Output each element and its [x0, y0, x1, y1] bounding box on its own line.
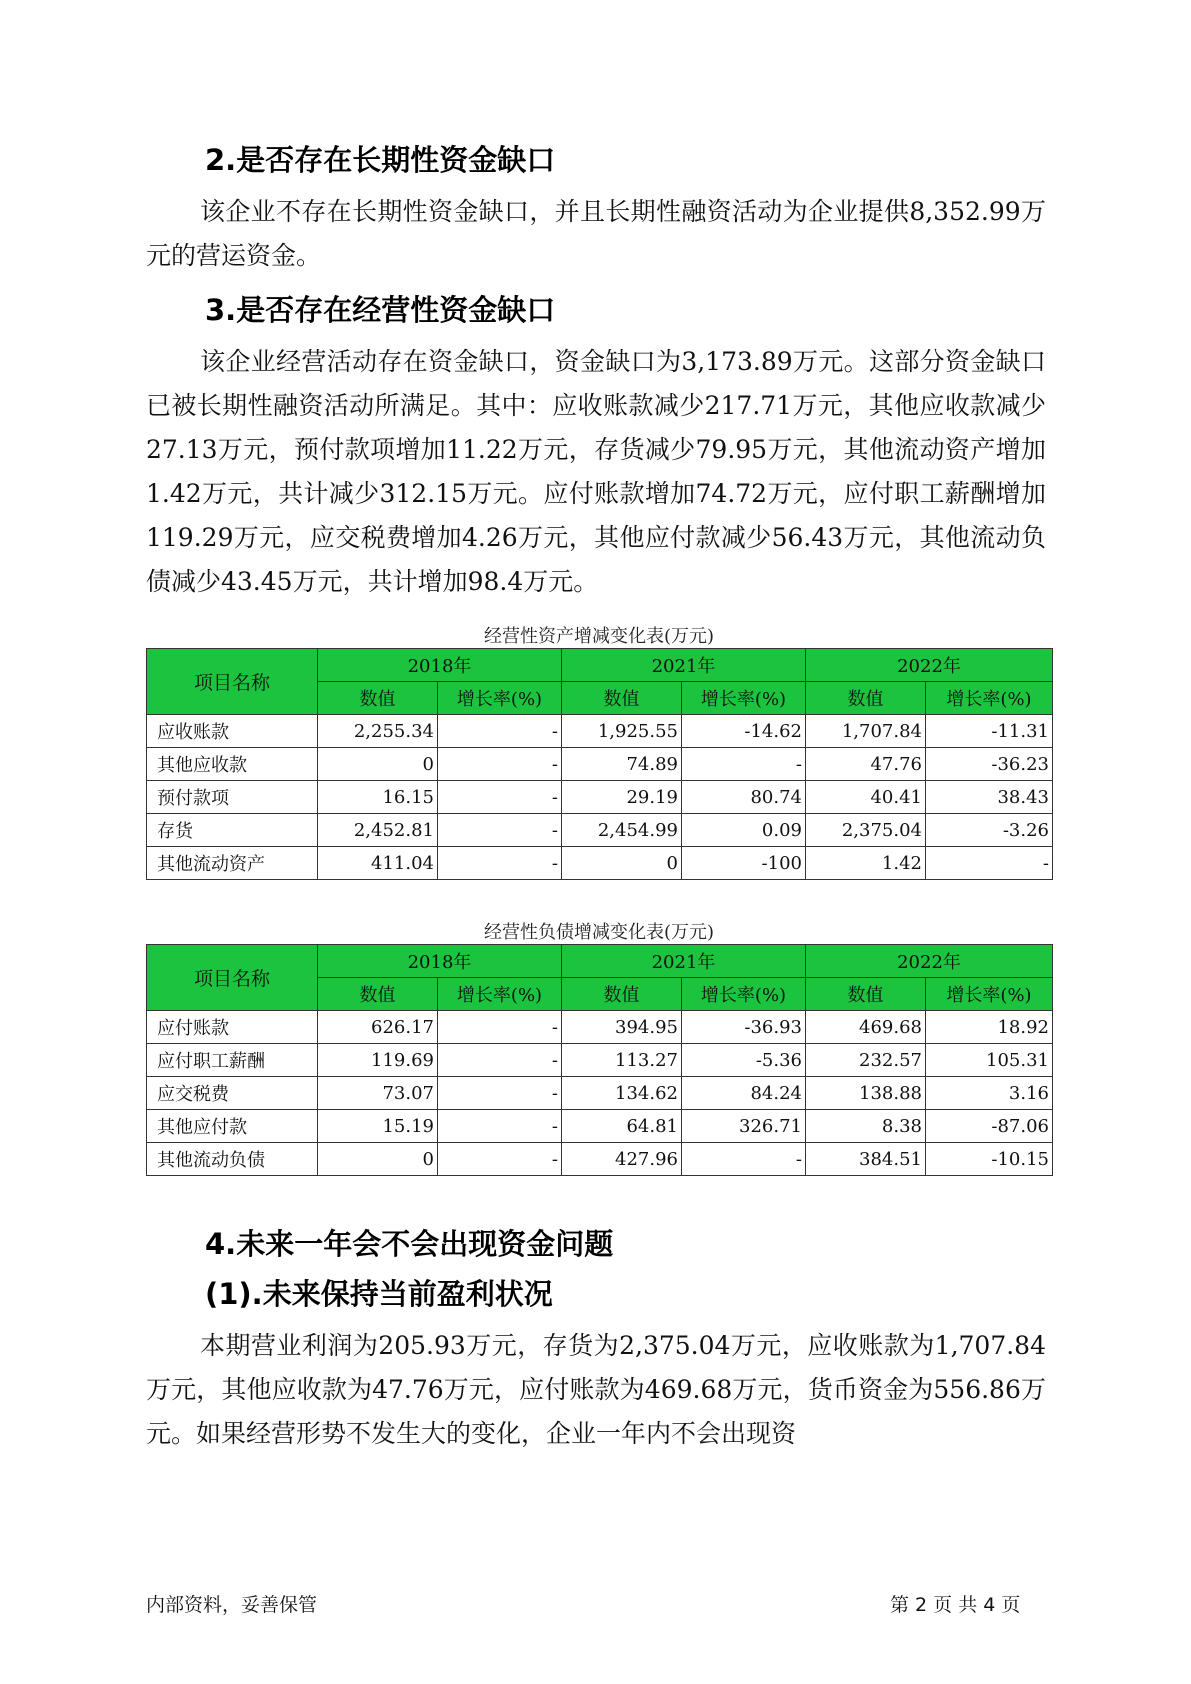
row-label: 其他应付款 [147, 1110, 318, 1143]
row-label: 其他流动资产 [147, 847, 318, 880]
cell-value: 2,375.04 [806, 814, 926, 847]
header-value: 数值 [318, 978, 438, 1011]
section-heading-2: 2.是否存在长期性资金缺口 [205, 143, 556, 177]
cell-value: 119.69 [318, 1044, 438, 1077]
row-label: 应付职工薪酬 [147, 1044, 318, 1077]
table-row [147, 814, 1053, 847]
row-label: 其他流动负债 [147, 1143, 318, 1176]
cell-value: 40.41 [806, 781, 926, 814]
liabilities-table [146, 944, 1053, 1176]
cell-growth: -36.23 [926, 748, 1053, 781]
cell-growth: - [438, 748, 562, 781]
header-year-2018: 2018年 [318, 945, 562, 978]
cell-value: 232.57 [806, 1044, 926, 1077]
header-year-2021: 2021年 [562, 649, 806, 682]
assets-table [146, 648, 1053, 880]
header-year-2022: 2022年 [806, 945, 1053, 978]
cell-value: 411.04 [318, 847, 438, 880]
table-row [147, 1110, 1053, 1143]
cell-value: 0 [562, 847, 682, 880]
liabilities-table-caption: 经营性负债增减变化表(万元) [483, 922, 715, 943]
paragraph-operating-gap: 该企业经营活动存在资金缺口，资金缺口为3,173.89万元。这部分资金缺口已被长期性融资活动所满足。其中：应收账款减少217.71万元，其他应收款减少27.13万元，预付款项增加11.22万元，存货减少79.95万元，其他流动资产增加1.42万元，共计减少312.15万元。应付账款增加74.72万元，应付职工薪酬增加119.29万元，应交税费增加4.26万元，其他应付款减少56.43万元，其他流动负债减少43.45万元，共计增加98.4万元。 [146, 347, 1046, 596]
cell-growth: -87.06 [926, 1110, 1053, 1143]
header-value: 数值 [562, 682, 682, 715]
cell-value: 29.19 [562, 781, 682, 814]
cell-value: 1,925.55 [562, 715, 682, 748]
header-growth: 增长率(%) [682, 978, 806, 1011]
cell-value: 427.96 [562, 1143, 682, 1176]
cell-growth: - [438, 1011, 562, 1044]
header-value: 数值 [806, 978, 926, 1011]
header-growth: 增长率(%) [682, 682, 806, 715]
section-heading-4-1: (1).未来保持当前盈利状况 [205, 1277, 553, 1311]
cell-value: 138.88 [806, 1077, 926, 1110]
cell-value: 113.27 [562, 1044, 682, 1077]
cell-growth: -5.36 [682, 1044, 806, 1077]
cell-value: 394.95 [562, 1011, 682, 1044]
table-row [147, 847, 1053, 880]
header-year-2018: 2018年 [318, 649, 562, 682]
cell-value: 1.42 [806, 847, 926, 880]
header-growth: 增长率(%) [438, 978, 562, 1011]
header-growth: 增长率(%) [926, 978, 1053, 1011]
header-value: 数值 [562, 978, 682, 1011]
header-item-name: 项目名称 [147, 945, 318, 1011]
row-label: 预付款项 [147, 781, 318, 814]
footer-confidential-note: 内部资料，妥善保管 [146, 1594, 318, 1616]
header-item-name: 项目名称 [147, 649, 318, 715]
cell-growth: 18.92 [926, 1011, 1053, 1044]
cell-growth: -10.15 [926, 1143, 1053, 1176]
cell-growth: -14.62 [682, 715, 806, 748]
cell-value: 64.81 [562, 1110, 682, 1143]
table-row [147, 781, 1053, 814]
cell-growth: -36.93 [682, 1011, 806, 1044]
row-label: 应收账款 [147, 715, 318, 748]
cell-value: 1,707.84 [806, 715, 926, 748]
section-heading-4: 4.未来一年会不会出现资金问题 [205, 1227, 614, 1261]
footer-page-number: 第 2 页 共 4 页 [890, 1594, 1021, 1616]
header-year-2021: 2021年 [562, 945, 806, 978]
cell-value: 0 [318, 748, 438, 781]
cell-growth: -100 [682, 847, 806, 880]
cell-growth: - [438, 1044, 562, 1077]
section-heading-3: 3.是否存在经营性资金缺口 [205, 293, 556, 327]
header-year-2022: 2022年 [806, 649, 1053, 682]
cell-value: 2,255.34 [318, 715, 438, 748]
cell-value: 2,452.81 [318, 814, 438, 847]
cell-value: 15.19 [318, 1110, 438, 1143]
cell-value: 2,454.99 [562, 814, 682, 847]
cell-growth: - [438, 781, 562, 814]
cell-growth: 326.71 [682, 1110, 806, 1143]
cell-growth: - [438, 847, 562, 880]
cell-growth: - [438, 715, 562, 748]
header-value: 数值 [318, 682, 438, 715]
cell-growth: - [438, 1077, 562, 1110]
paragraph-long-term-gap: 该企业不存在长期性资金缺口，并且长期性融资活动为企业提供8,352.99万元的营运资金。 [146, 197, 1046, 270]
cell-growth: - [682, 1143, 806, 1176]
table-row [147, 1044, 1053, 1077]
cell-value: 469.68 [806, 1011, 926, 1044]
header-growth: 增长率(%) [438, 682, 562, 715]
cell-growth: -11.31 [926, 715, 1053, 748]
cell-value: 384.51 [806, 1143, 926, 1176]
assets-table-caption: 经营性资产增减变化表(万元) [483, 626, 715, 647]
cell-value: 0 [318, 1143, 438, 1176]
cell-value: 73.07 [318, 1077, 438, 1110]
cell-value: 134.62 [562, 1077, 682, 1110]
cell-growth: - [926, 847, 1053, 880]
cell-growth: - [438, 1143, 562, 1176]
cell-growth: 3.16 [926, 1077, 1053, 1110]
cell-value: 47.76 [806, 748, 926, 781]
cell-growth: 80.74 [682, 781, 806, 814]
cell-growth: -3.26 [926, 814, 1053, 847]
cell-value: 8.38 [806, 1110, 926, 1143]
row-label: 其他应收款 [147, 748, 318, 781]
cell-growth: - [438, 1110, 562, 1143]
paragraph-future-outlook: 本期营业利润为205.93万元，存货为2,375.04万元，应收账款为1,707.84万元，其他应收款为47.76万元，应付账款为469.68万元，货币资金为556.86万元。如果经营形势不发生大的变化，企业一年内不会出现资 [146, 1331, 1046, 1448]
cell-growth: 38.43 [926, 781, 1053, 814]
row-label: 应交税费 [147, 1077, 318, 1110]
cell-value: 626.17 [318, 1011, 438, 1044]
table-row [147, 1143, 1053, 1176]
cell-growth: - [682, 748, 806, 781]
table-row [147, 1011, 1053, 1044]
cell-growth: 105.31 [926, 1044, 1053, 1077]
cell-value: 74.89 [562, 748, 682, 781]
cell-growth: - [438, 814, 562, 847]
table-row [147, 715, 1053, 748]
cell-growth: 84.24 [682, 1077, 806, 1110]
cell-value: 16.15 [318, 781, 438, 814]
header-growth: 增长率(%) [926, 682, 1053, 715]
row-label: 存货 [147, 814, 318, 847]
cell-growth: 0.09 [682, 814, 806, 847]
header-value: 数值 [806, 682, 926, 715]
table-row [147, 1077, 1053, 1110]
row-label: 应付账款 [147, 1011, 318, 1044]
table-row [147, 748, 1053, 781]
